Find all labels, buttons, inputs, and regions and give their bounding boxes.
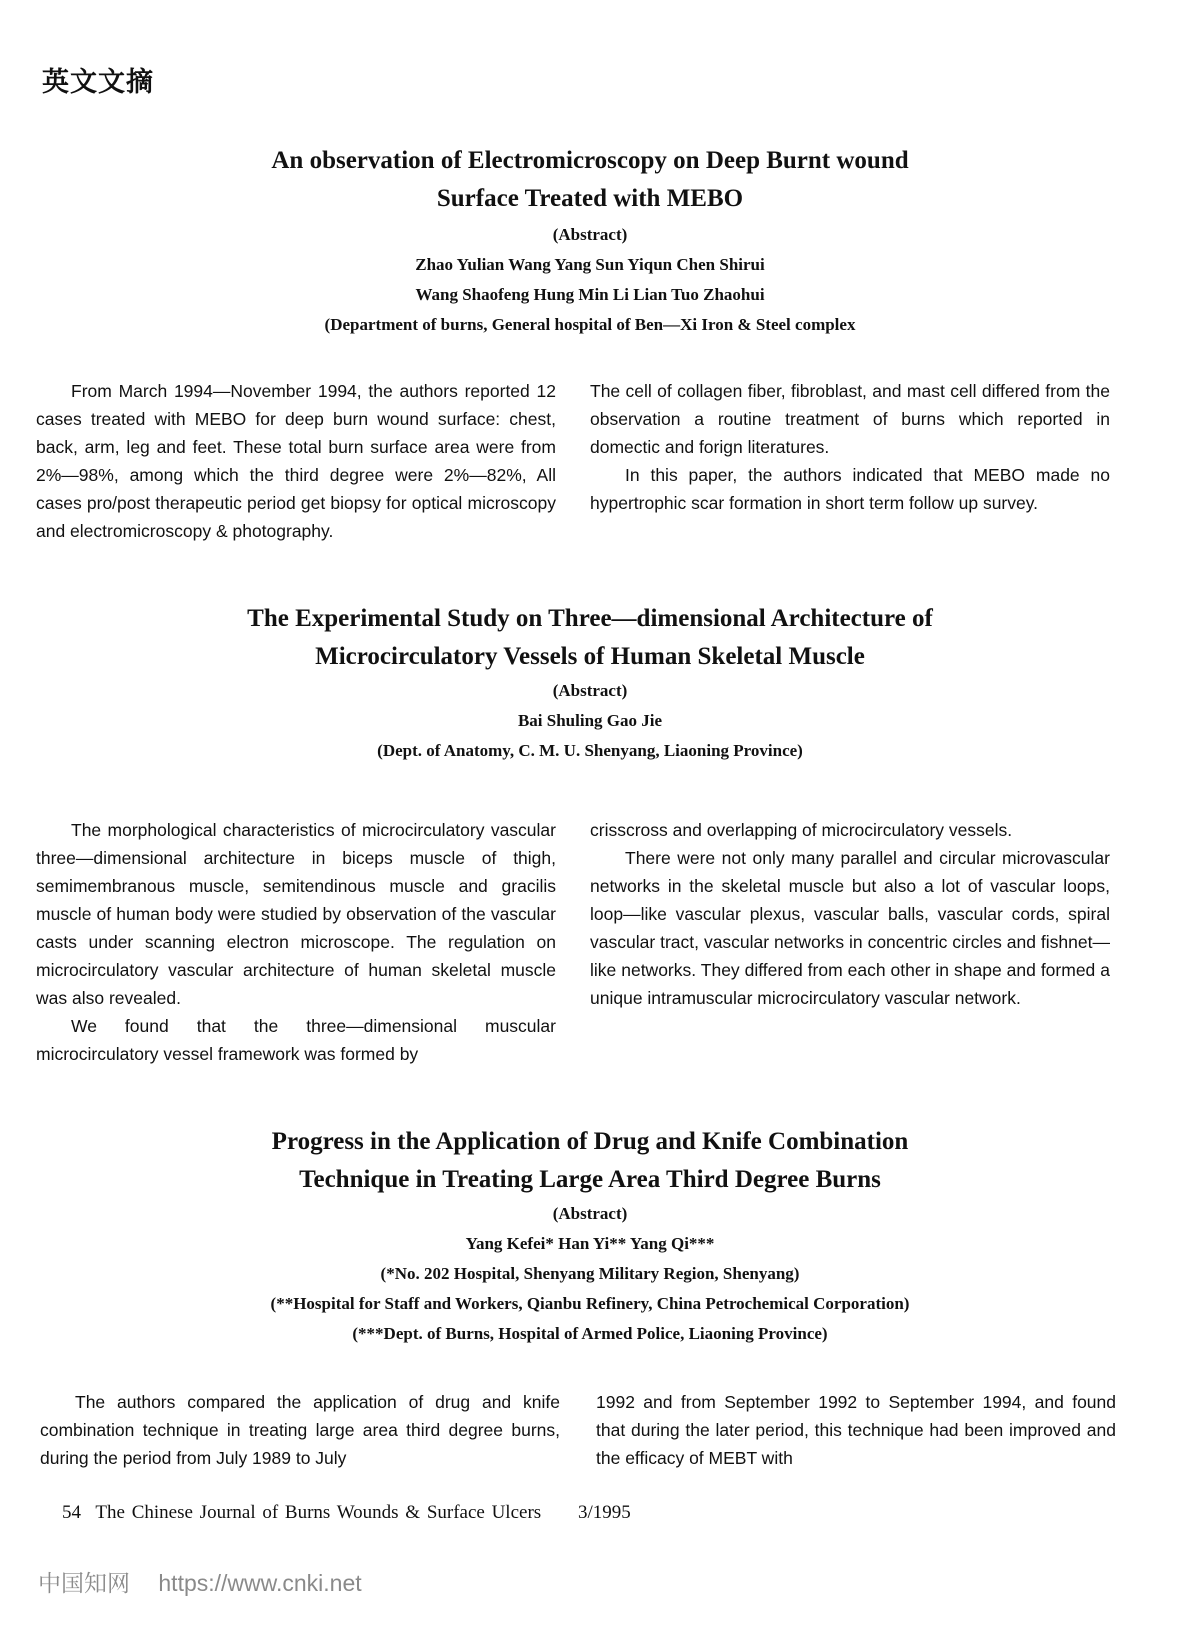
article-3-affiliation-1: (*No. 202 Hospital, Shenyang Military Region, Shenyang) [380, 1264, 800, 1283]
article-3-right-column [596, 1388, 1116, 1472]
article-3-affiliation-2: (**Hospital for Staff and Workers, Qianbu Refinery, China Petrochemical Corporation) [270, 1294, 910, 1313]
article-2-title-line-1: The Experimental Study on Three—dimensional Architecture of [247, 605, 933, 632]
article-2-left-column [36, 816, 556, 1068]
article-1-left-paragraph-1: From March 1994—November 1994, the authors reported 12 cases treated with MEBO for deep burn wound surface: chest, back, arm, leg and feet. These total burn surface area were from 2%—98%, among which the third degree were 2%—82%, All cases pro/post therapeutic period get biopsy for optical microscopy and electromicroscopy & photography. [36, 381, 556, 541]
article-1-right-paragraph-2: In this paper, the authors indicated that MEBO made no hypertrophic scar formation in short term follow up survey. [590, 465, 1110, 513]
article-2-right-paragraph-2: There were not only many parallel and circular microvascular networks in the skeletal muscle but also a lot of vascular loops, loop—like vascular plexus, vascular balls, vascular cords, spiral vascular tract, vascular networks in concentric circles and fishnet—like networks. They differed from each other in shape and formed a unique intramuscular microcirculatory vascular network. [590, 848, 1110, 1008]
article-1-right-paragraph-1: The cell of collagen fiber, fibroblast, and mast cell differed from the observation a routine treatment of burns which reported in domectic and forign literatures. [590, 381, 1110, 457]
journal-name: The Chinese Journal of Burns Wounds & Surface Ulcers [95, 1502, 542, 1523]
article-3-left-paragraph-1: The authors compared the application of drug and knife combination technique in treating large area third degree burns, during the period from July 1989 to July [40, 1392, 560, 1468]
page-number: 54 [62, 1502, 81, 1523]
article-2-abstract-tag: (Abstract) [552, 681, 628, 700]
article-2-header [0, 600, 1180, 766]
article-2-authors: Bai Shuling Gao Jie [517, 711, 663, 730]
article-1-left-column [36, 377, 556, 545]
article-2-right-column [590, 816, 1110, 1012]
article-3-abstract-tag: (Abstract) [552, 1204, 628, 1223]
article-3-title-line-2: Technique in Treating Large Area Third Degree Burns [299, 1166, 881, 1193]
article-1-header [0, 142, 1180, 340]
article-2-affiliation: (Dept. of Anatomy, C. M. U. Shenyang, Liaoning Province) [377, 741, 803, 760]
article-1-affiliation: (Department of burns, General hospital of Ben—Xi Iron & Steel complex [324, 315, 856, 334]
article-2-left-paragraph-2: We found that the three—dimensional muscular microcirculatory vessel framework was formed by [36, 1016, 556, 1064]
article-1-title-line-2: Surface Treated with MEBO [436, 185, 744, 212]
section-label: 英文文摘 [42, 67, 154, 97]
article-3-title-line-1: Progress in the Application of Drug and Knife Combination [271, 1128, 909, 1155]
watermark-url[interactable]: https://www.cnki.net [158, 1570, 362, 1596]
issue-number: 3/1995 [577, 1502, 631, 1523]
article-2-left-paragraph-1: The morphological characteristics of microcirculatory vascular three—dimensional architecture in biceps muscle of thigh, semimembranous muscle, semitendinous muscle and gracilis muscle of human body were studied by observation of the vascular casts under scanning electron microscope. The regulation on microcirculatory vascular architecture of human skeletal muscle was also revealed. [36, 820, 556, 1008]
article-1-authors-line-2: Wang Shaofeng Hung Min Li Lian Tuo Zhaohui [415, 285, 765, 304]
article-1-abstract-tag: (Abstract) [552, 225, 628, 244]
watermark-brand: 中国知网 [38, 1570, 130, 1596]
article-1-title-line-1: An observation of Electromicroscopy on Deep Burnt wound [271, 147, 909, 174]
article-2-right-paragraph-1: crisscross and overlapping of microcirculatory vessels. [590, 820, 1013, 840]
article-1-right-column [590, 377, 1110, 517]
article-3-affiliation-3: (***Dept. of Burns, Hospital of Armed Police, Liaoning Province) [352, 1324, 828, 1343]
article-3-authors: Yang Kefei* Han Yi** Yang Qi*** [465, 1234, 715, 1253]
cnki-watermark [38, 1565, 362, 1598]
article-2-title-line-2: Microcirculatory Vessels of Human Skeletal Muscle [315, 643, 865, 670]
article-3-header [0, 1123, 1180, 1349]
article-3-left-column [40, 1388, 560, 1472]
article-3-right-paragraph-1: 1992 and from September 1992 to September 1994, and found that during the later period, this technique had been improved and the efficacy of MEBT with [596, 1392, 1116, 1468]
article-1-authors-line-1: Zhao Yulian Wang Yang Sun Yiqun Chen Shirui [415, 255, 765, 274]
page-footer [62, 1502, 631, 1524]
